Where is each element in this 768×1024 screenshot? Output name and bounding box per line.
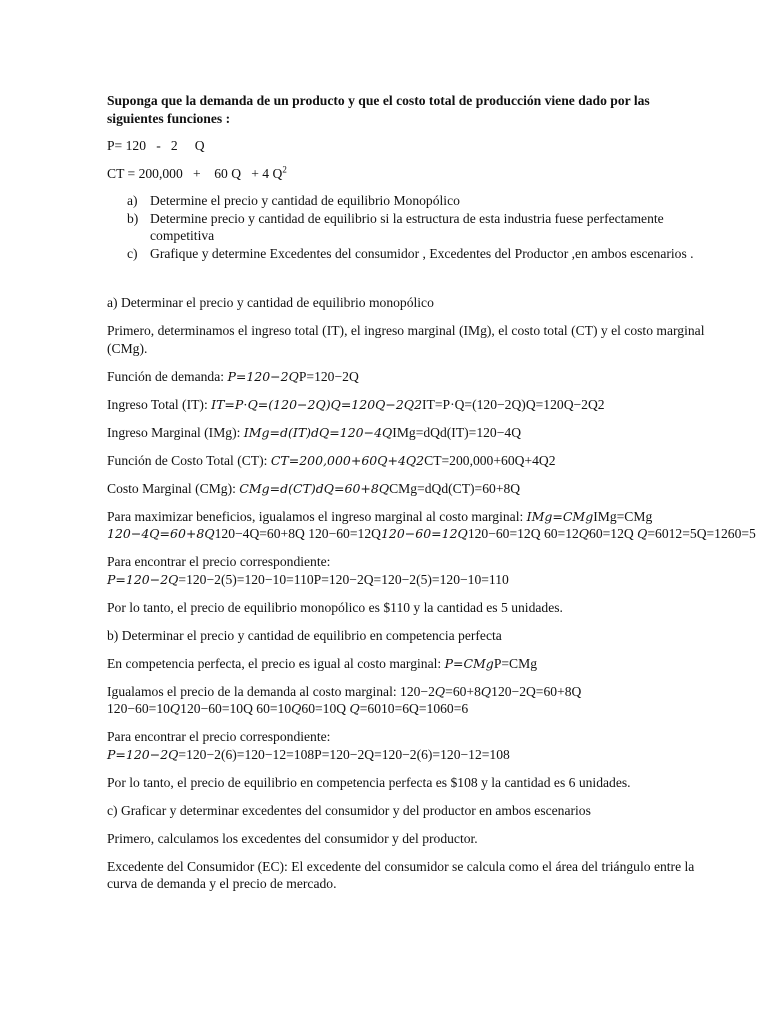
competition-price-plain: =120−2(6)=120−12=108P=120−2Q=120−2(6)=120−12=108 <box>178 746 510 762</box>
task-marker: c) <box>127 245 138 261</box>
competition-eq-math-1: Q <box>434 683 446 699</box>
marginal-cost-plain: CMg=dQd(CT)=60+8Q <box>389 480 521 496</box>
profit-max-math-4: Q <box>578 526 590 541</box>
competition-eq-plain-2: 120−2Q=60+8Q <box>491 683 582 699</box>
profit-max-plain-3: 120−60=12Q 60=12 <box>467 526 579 541</box>
competition-price-intro: Para encontrar el precio correspondiente: <box>107 729 331 744</box>
profit-max-plain-5: =6012=5Q=1260=5 <box>647 526 756 541</box>
competition-eq-line2-plain-2: 120−60=10Q 60=10 <box>180 701 292 716</box>
demand-plain: P=120−2Q <box>298 368 359 384</box>
demand-function: P= 120 - 2 Q <box>107 138 205 153</box>
competition-eq-math-2: Q <box>480 683 492 699</box>
competition-equation-paragraph <box>107 683 707 718</box>
profit-max-plain-2: 120−4Q=60+8Q 120−60=12Q <box>214 526 381 541</box>
total-revenue-label: Ingreso Total (IT): <box>107 396 212 412</box>
demand-label: Función de demanda: <box>107 368 228 384</box>
section-a-intro: Primero, determinamos el ingreso total (IT), el ingreso marginal (IMg), el costo total (CT) y el costo marginal (CMg). <box>107 323 705 356</box>
profit-max-plain-1: IMg=CMg <box>593 508 653 524</box>
task-list <box>107 192 707 262</box>
section-c-heading: c) Graficar y determinar excedentes del consumidor y del productor en ambos escenarios <box>107 802 591 818</box>
total-cost-label: Función de Costo Total (CT): <box>107 452 271 468</box>
task-text: Determine el precio y cantidad de equilibrio Monopólico <box>150 193 460 208</box>
perfect-competition-plain: P=CMg <box>493 655 537 671</box>
competition-price-math: P=120−2Q <box>107 746 179 762</box>
task-text: Grafique y determine Excedentes del consumidor , Excedentes del Productor ,en ambos escenarios . <box>150 245 694 261</box>
competition-eq-line2-math-3: Q <box>349 701 360 716</box>
task-item <box>107 192 707 210</box>
task-marker: a) <box>127 193 138 208</box>
task-text: Determine precio y cantidad de equilibrio si la estructura de esta industria fuese perfectamente competitiva <box>150 210 664 243</box>
perfect-competition-math: P=CMg <box>444 655 494 671</box>
total-revenue-math: IT=P⋅Q=(120−2Q)Q=120Q−2Q2 <box>211 396 423 412</box>
profit-max-math-2: 120−4Q=60+8Q <box>107 526 215 541</box>
competition-conclusion: Por lo tanto, el precio de equilibrio en competencia perfecta es $108 y la cantidad es 6 unidades. <box>107 774 631 790</box>
total-cost-math: CT=200,000+60Q+4Q2 <box>270 452 425 468</box>
problem-title: Suponga que la demanda de un producto y que el costo total de producción viene dado por las siguientes funciones : <box>107 93 650 126</box>
competition-eq-plain-1: =60+8 <box>445 683 481 699</box>
total-cost-plain: CT=200,000+60Q+4Q2 <box>424 452 556 468</box>
consumer-surplus-paragraph: Excedente del Consumidor (EC): El excedente del consumidor se calcula como el área del triángulo entre la curva de demanda y el precio de mercado. <box>107 858 695 891</box>
document-content <box>107 92 756 903</box>
section-a-heading: a) Determinar el precio y cantidad de equilibrio monopólico <box>107 295 434 310</box>
task-item <box>107 245 707 263</box>
total-revenue-line <box>107 396 707 414</box>
section-b-heading: b) Determinar el precio y cantidad de equilibrio en competencia perfecta <box>107 627 502 643</box>
marginal-revenue-plain: IMg=dQd(IT)=120−4Q <box>392 424 522 440</box>
total-cost-line <box>107 452 707 470</box>
marginal-revenue-line <box>107 424 707 442</box>
monopoly-price-paragraph <box>107 553 707 588</box>
section-c-intro: Primero, calculamos los excedentes del consumidor y del productor. <box>107 830 478 846</box>
marginal-cost-label: Costo Marginal (CMg): <box>107 480 240 496</box>
monopoly-price-intro: Para encontrar el precio correspondiente: <box>107 554 331 569</box>
marginal-cost-line <box>107 480 707 498</box>
task-item <box>107 210 707 245</box>
total-cost-exponent: 2 <box>282 163 287 174</box>
profit-max-plain-4: 60=12Q <box>589 526 638 541</box>
task-marker: b) <box>127 210 139 226</box>
profit-max-paragraph <box>107 508 756 543</box>
competition-eq-line2-plain-1: 120−60=10 <box>107 701 170 716</box>
total-revenue-plain: IT=P·Q=(120−2Q)Q=120Q−2Q2 <box>422 396 605 412</box>
marginal-revenue-label: Ingreso Marginal (IMg): <box>107 424 244 440</box>
total-cost-text: CT = 200,000 + 60 Q + 4 Q <box>107 165 283 181</box>
marginal-revenue-math: IMg=d(IT)dQ=120−4Q <box>243 424 393 440</box>
competition-eq-line2-math-1: Q <box>169 701 181 716</box>
total-cost-function <box>107 165 707 183</box>
marginal-cost-math: CMg=d(CT)dQ=60+8Q <box>239 480 390 496</box>
profit-max-text: Para maximizar beneficios, igualamos el ingreso marginal al costo marginal: <box>107 508 527 524</box>
monopoly-conclusion: Por lo tanto, el precio de equilibrio monopólico es $110 y la cantidad es 5 unidades. <box>107 599 563 615</box>
competition-eq-line2-math-2: Q <box>291 701 302 716</box>
profit-max-math-5: Q <box>637 526 648 541</box>
perfect-competition-line <box>107 655 707 673</box>
competition-eq-text: Igualamos el precio de la demanda al costo marginal: 120−2 <box>107 683 435 699</box>
profit-max-math-3: 120−60=12Q <box>380 526 468 541</box>
perfect-competition-text: En competencia perfecta, el precio es igual al costo marginal: <box>107 655 445 671</box>
competition-eq-line2-plain-4: =6010=6Q=1060=6 <box>359 701 469 716</box>
demand-math: P=120−2Q <box>227 368 299 384</box>
profit-max-equations <box>107 526 756 541</box>
monopoly-price-plain: =120−2(5)=120−10=110P=120−2Q=120−2(5)=120−10=110 <box>178 571 509 587</box>
monopoly-price-math: P=120−2Q <box>107 571 179 587</box>
demand-line <box>107 368 707 386</box>
competition-price-paragraph <box>107 728 707 763</box>
profit-max-math-1: IMg=CMg <box>526 508 594 524</box>
competition-eq-line2-plain-3: 60=10Q <box>301 701 350 716</box>
